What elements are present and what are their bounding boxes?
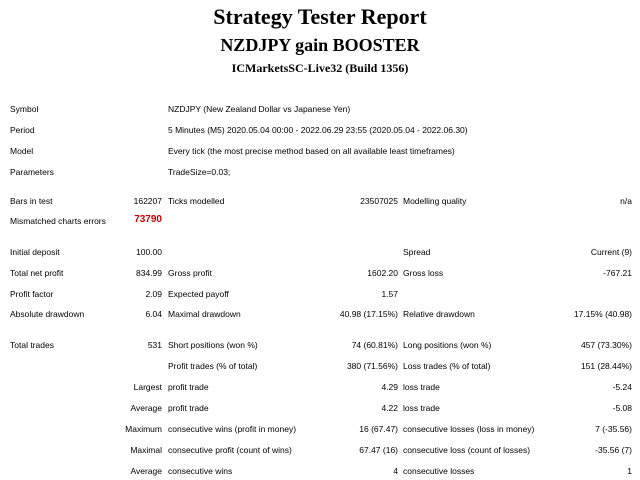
server-build: ICMarketsSC-Live32 (Build 1356): [231, 61, 409, 75]
largest-label: Largest: [133, 382, 162, 392]
mismatch-label: Mismatched charts errors: [10, 216, 106, 226]
maximal-label: Maximal: [130, 445, 162, 455]
profit-trades-value: 380 (71.56%): [346, 361, 398, 371]
maximal-consecutive-profit-value: 67.47 (16): [359, 445, 398, 455]
bars-label: Bars in test: [10, 196, 53, 206]
gross-profit-value: 1602.20: [367, 268, 398, 278]
maximal-drawdown-label: Maximal drawdown: [168, 309, 241, 319]
maximal-drawdown-value: 40.98 (17.15%): [339, 309, 398, 319]
spread-label: Spread: [403, 247, 431, 257]
average-consecutive-wins-value: 4: [393, 466, 398, 476]
symbol-label: Symbol: [10, 104, 39, 114]
ticks-label: Ticks modelled: [168, 196, 225, 206]
relative-drawdown-label: Relative drawdown: [403, 309, 475, 319]
expected-payoff-label: Expected payoff: [168, 289, 229, 299]
average-consecutive-label: Average: [130, 466, 162, 476]
gross-loss-label: Gross loss: [403, 268, 444, 278]
model-value: Every tick (the most precise method based on all available least timeframes): [168, 146, 455, 156]
model-label: Model: [10, 146, 34, 156]
maximal-consecutive-profit-label: consecutive profit (count of wins): [168, 445, 292, 455]
net-profit-value: 834.99: [136, 268, 162, 278]
expected-payoff-value: 1.57: [381, 289, 398, 299]
largest-loss-trade-label: loss trade: [403, 382, 440, 392]
maximal-consecutive-loss-value: -35.56 (7): [595, 445, 632, 455]
gross-loss-value: -767.21: [603, 268, 632, 278]
long-positions-label: Long positions (won %): [403, 340, 492, 350]
loss-trades-label: Loss trades (% of total): [403, 361, 491, 371]
profit-factor-label: Profit factor: [10, 289, 54, 299]
maximal-consecutive-loss-label: consecutive loss (count of losses): [403, 445, 531, 455]
period-value: 5 Minutes (M5) 2020.05.04 00:00 - 2022.06.29 23:55 (2020.05.04 - 2022.06.30): [168, 125, 468, 135]
quality-value: n/a: [620, 196, 632, 206]
net-profit-label: Total net profit: [10, 268, 64, 278]
average-loss-trade-label: loss trade: [403, 403, 440, 413]
largest-profit-trade-label: profit trade: [168, 382, 209, 392]
period-label: Period: [10, 125, 35, 135]
initial-deposit-label: Initial deposit: [10, 247, 60, 257]
absolute-drawdown-value: 6.04: [145, 309, 162, 319]
total-trades-value: 531: [147, 340, 162, 350]
average-label: Average: [130, 403, 162, 413]
relative-drawdown-value: 17.15% (40.98): [573, 309, 632, 319]
spread-value: Current (9): [590, 247, 632, 257]
total-trades-label: Total trades: [10, 340, 54, 350]
parameters-value: TradeSize=0.03;: [168, 167, 231, 177]
average-profit-trade-label: profit trade: [168, 403, 209, 413]
long-positions-value: 457 (73.30%): [580, 340, 632, 350]
short-positions-label: Short positions (won %): [168, 340, 258, 350]
symbol-value: NZDJPY (New Zealand Dollar vs Japanese Yen): [168, 104, 351, 114]
maximum-label: Maximum: [125, 424, 162, 434]
average-consecutive-wins-label: consecutive wins: [168, 466, 233, 476]
ticks-value: 23507025: [360, 196, 398, 206]
max-consecutive-wins-label: consecutive wins (profit in money): [168, 424, 297, 434]
expert-advisor-name: NZDJPY gain BOOSTER: [220, 35, 420, 55]
parameters-label: Parameters: [10, 167, 54, 177]
average-consecutive-losses-label: consecutive losses: [403, 466, 475, 476]
gross-profit-label: Gross profit: [168, 268, 212, 278]
average-consecutive-losses-value: 1: [627, 466, 632, 476]
max-consecutive-losses-value: 7 (-35.56): [595, 424, 632, 434]
absolute-drawdown-label: Absolute drawdown: [10, 309, 85, 319]
mismatch-value: 73790: [134, 214, 162, 225]
report-title: Strategy Tester Report: [213, 4, 427, 29]
bars-value: 162207: [133, 196, 162, 206]
max-consecutive-losses-label: consecutive losses (loss in money): [403, 424, 535, 434]
average-loss-trade-value: -5.08: [612, 403, 632, 413]
quality-label: Modelling quality: [403, 196, 467, 206]
short-positions-value: 74 (60.81%): [351, 340, 398, 350]
largest-profit-trade-value: 4.29: [381, 382, 398, 392]
profit-trades-label: Profit trades (% of total): [168, 361, 258, 371]
max-consecutive-wins-value: 16 (67.47): [359, 424, 398, 434]
initial-deposit-value: 100.00: [136, 247, 162, 257]
profit-factor-value: 2.09: [145, 289, 162, 299]
average-profit-trade-value: 4.22: [381, 403, 398, 413]
largest-loss-trade-value: -5.24: [612, 382, 632, 392]
loss-trades-value: 151 (28.44%): [580, 361, 632, 371]
